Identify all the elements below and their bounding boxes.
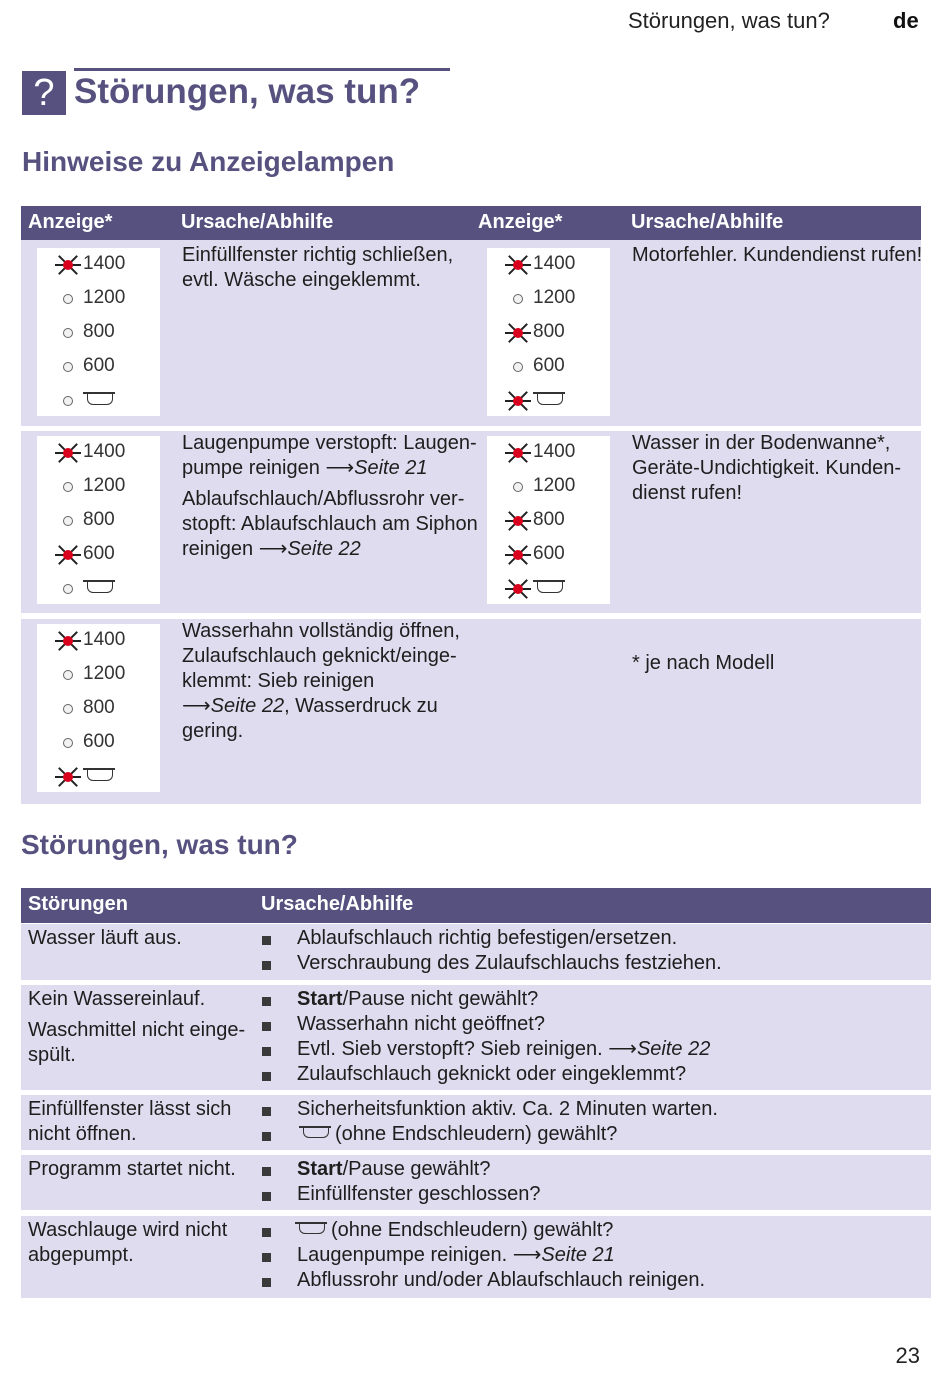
indicator-panel <box>37 624 160 792</box>
running-header: Störungen, was tun? <box>628 8 830 33</box>
spin-lamp-800 <box>487 318 610 348</box>
remedy-item: (ohne Endschleudern) gewählt? <box>297 1122 617 1147</box>
col-cause-1: Ursache/Abhilfe <box>181 211 334 233</box>
spin-label: 600 <box>83 731 115 752</box>
spin-label: 1200 <box>533 475 576 496</box>
page-reference: Seite 21 <box>354 457 428 479</box>
col-indicator-2: Anzeige* <box>478 211 563 233</box>
spin-label: 800 <box>83 321 115 342</box>
spin-lamp-600 <box>37 728 160 758</box>
tub-icon <box>537 393 563 405</box>
arrow-right-icon: ⟶ <box>512 1244 542 1266</box>
page-title: Störungen, was tun? <box>74 72 421 111</box>
col-indicator-1: Anzeige* <box>28 211 113 233</box>
spin-lamp-1400 <box>487 438 610 468</box>
fault-label: Programm startet nicht. <box>28 1158 236 1180</box>
col-fault: Störungen <box>28 893 128 915</box>
bullet-icon <box>262 1192 271 1201</box>
spin-lamp-1400 <box>37 438 160 468</box>
language-tag: de <box>893 8 919 33</box>
drain-lamp <box>37 574 160 604</box>
indicator-panel <box>37 248 160 416</box>
indicator-panel <box>37 436 160 604</box>
fault-label: Wasser läuft aus. <box>28 927 182 949</box>
remedy-item: (ohne Endschleudern) gewählt? <box>297 1218 613 1243</box>
arrow-right-icon: ⟶ <box>182 695 211 717</box>
spin-label: 1400 <box>533 253 576 274</box>
cause-text: Laugenpumpe verstopft: Laugen- pumpe reinigen ⟶Seite 21 Ablaufschlauch/Abflussrohr ver- stopft: Ablaufschlauch am Siphon reinigen ⟶Seite 22 <box>182 432 478 560</box>
spin-lamp-1400 <box>37 626 160 656</box>
spin-lamp-600 <box>487 352 610 382</box>
bullet-icon <box>262 1253 271 1262</box>
remedy-item: Einfüllfenster geschlossen? <box>297 1183 541 1205</box>
spin-label: 600 <box>83 355 115 376</box>
spin-label: 1200 <box>83 663 126 684</box>
drain-lamp <box>37 386 160 416</box>
page-reference: Seite 22 <box>210 695 285 717</box>
indicator-panel <box>487 248 610 416</box>
spin-lamp-800 <box>487 506 610 536</box>
fault-row <box>21 1155 931 1210</box>
footnote: * je nach Modell <box>632 652 775 674</box>
spin-label: 1400 <box>83 629 126 650</box>
cause-text: Wasser in der Bodenwanne*, Geräte-Undichtigkeit. Kunden- dienst rufen! <box>632 432 902 504</box>
fault-table-header <box>21 888 931 923</box>
fault-row <box>21 1095 931 1150</box>
page-reference: Seite 22 <box>636 1038 711 1060</box>
tub-icon <box>87 393 113 405</box>
fault-row <box>21 1216 931 1298</box>
spin-label: 600 <box>83 543 115 564</box>
fault-section-heading: Störungen, was tun? <box>21 829 298 860</box>
lamp-table-header <box>21 206 921 240</box>
remedy-item: Evtl. Sieb verstopft? Sieb reinigen. ⟶Seite 22 <box>297 1038 711 1060</box>
page-number: 23 <box>895 1343 920 1368</box>
question-icon: ? <box>22 71 66 115</box>
bullet-icon <box>262 936 271 945</box>
remedy-item: Ablaufschlauch richtig befestigen/ersetzen. <box>297 927 678 949</box>
tub-icon <box>87 769 113 781</box>
spin-lamp-1200 <box>37 284 160 314</box>
spin-lamp-800 <box>37 318 160 348</box>
page-reference: Seite 21 <box>541 1244 615 1266</box>
indicator-panel <box>487 436 610 604</box>
bullet-icon <box>262 961 271 970</box>
fault-label: Waschlauge wird nicht abgepumpt. <box>28 1219 228 1266</box>
spin-label: 1200 <box>533 287 576 308</box>
spin-lamp-1400 <box>37 250 160 280</box>
bullet-icon <box>262 1072 271 1081</box>
remedy-item: Sicherheitsfunktion aktiv. Ca. 2 Minuten warten. <box>297 1098 718 1120</box>
spin-lamp-1200 <box>487 472 610 502</box>
spin-label: 800 <box>533 321 565 342</box>
bullet-icon <box>262 997 271 1006</box>
tub-icon <box>537 581 563 593</box>
spin-label: 1200 <box>83 475 126 496</box>
remedy-item: Start/Pause nicht gewählt? <box>297 988 539 1010</box>
bullet-icon <box>262 1132 271 1141</box>
spin-lamp-800 <box>37 694 160 724</box>
cause-text: Einfüllfenster richtig schließen, evtl. Wäsche eingeklemmt. <box>182 244 454 291</box>
cause-text: Motorfehler. Kundendienst rufen! <box>632 244 923 266</box>
spin-label: 1400 <box>533 441 576 462</box>
remedy-item: Start/Pause gewählt? <box>297 1158 491 1180</box>
spin-label: 800 <box>533 509 565 530</box>
spin-label: 600 <box>533 543 565 564</box>
fault-row <box>21 924 931 980</box>
spin-lamp-1200 <box>37 660 160 690</box>
spin-label: 800 <box>83 509 115 530</box>
cause-text: Wasserhahn vollständig öffnen, Zulaufschlauch geknickt/einge- klemmt: Sieb reinigen ⟶Seite 22, Wasserdruck zu gering. <box>182 620 460 742</box>
lamp-section-heading: Hinweise zu Anzeigelampen <box>22 146 395 177</box>
remedy-item: Zulaufschlauch geknickt oder eingeklemmt? <box>297 1063 687 1085</box>
spin-label: 1400 <box>83 441 126 462</box>
bullet-icon <box>262 1047 271 1056</box>
spin-label: 1200 <box>83 287 126 308</box>
spin-lamp-600 <box>37 352 160 382</box>
remedy-item: Verschraubung des Zulaufschlauchs festziehen. <box>297 952 722 974</box>
fault-label: Waschmittel nicht einge- spült. <box>28 1019 246 1066</box>
bullet-icon <box>262 1228 271 1237</box>
drain-lamp <box>487 574 610 604</box>
spin-lamp-1200 <box>37 472 160 502</box>
bullet-icon <box>262 1107 271 1116</box>
col-cause-2: Ursache/Abhilfe <box>631 211 784 233</box>
remedy-item: Abflussrohr und/oder Ablaufschlauch reinigen. <box>297 1269 706 1291</box>
bullet-icon <box>262 1022 271 1031</box>
arrow-right-icon: ⟶ <box>608 1038 637 1060</box>
arrow-right-icon: ⟶ <box>325 457 355 479</box>
tub-icon <box>299 1223 325 1234</box>
fault-label: Kein Wassereinlauf. <box>28 988 206 1010</box>
spin-lamp-1200 <box>487 284 610 314</box>
spin-lamp-1400 <box>487 250 610 280</box>
remedy-item: Laugenpumpe reinigen. ⟶Seite 21 <box>297 1244 615 1266</box>
page-reference: Seite 22 <box>287 538 361 560</box>
spin-lamp-600 <box>37 540 160 570</box>
drain-lamp <box>37 762 160 792</box>
fault-row <box>21 985 931 1090</box>
spin-lamp-800 <box>37 506 160 536</box>
spin-lamp-600 <box>487 540 610 570</box>
arrow-right-icon: ⟶ <box>258 538 288 560</box>
title-rule <box>74 68 450 71</box>
remedy-item: Wasserhahn nicht geöffnet? <box>297 1013 545 1035</box>
fault-label: Einfüllfenster lässt sich nicht öffnen. <box>28 1098 232 1145</box>
spin-label: 1400 <box>83 253 126 274</box>
bullet-icon <box>262 1167 271 1176</box>
drain-lamp <box>487 386 610 416</box>
spin-label: 600 <box>533 355 565 376</box>
col-cause: Ursache/Abhilfe <box>261 893 414 915</box>
bullet-icon <box>262 1278 271 1287</box>
tub-icon <box>87 581 113 593</box>
tub-icon <box>303 1127 329 1138</box>
spin-label: 800 <box>83 697 115 718</box>
